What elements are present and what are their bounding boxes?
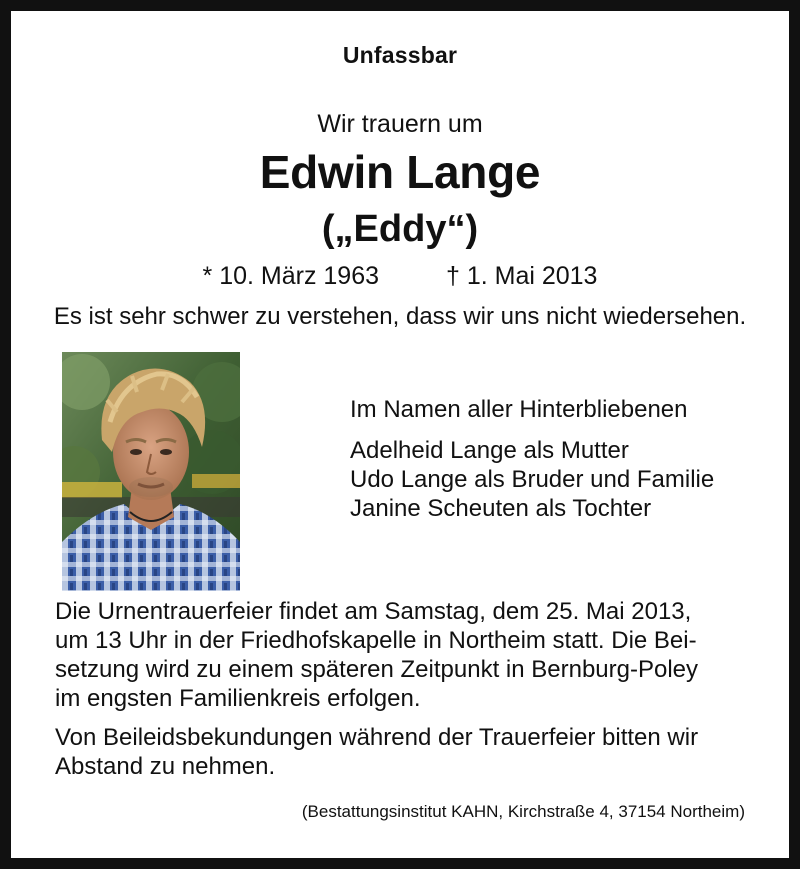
birth-date: * 10. März 1963 bbox=[202, 262, 380, 290]
survivors-intro: Im Namen aller Hinterbliebenen bbox=[350, 396, 688, 423]
ceremony-line: Die Urnentrauerfeier findet am Samstag, dem 25. Mai 2013, bbox=[55, 598, 692, 625]
funeral-home-info: (Bestattungsinstitut KAHN, Kirchstraße 4, 37154 Northeim) bbox=[301, 802, 745, 821]
ceremony-line: im engsten Familienkreis erfolgen. bbox=[55, 685, 421, 712]
survivor-line: Janine Scheuten als Tochter bbox=[350, 495, 652, 522]
death-date: † 1. Mai 2013 bbox=[445, 262, 598, 290]
deceased-name: Edwin Lange bbox=[259, 146, 541, 198]
condolence-line: Von Beileidsbekundungen während der Trauerfeier bitten wir bbox=[55, 724, 699, 751]
mourning-intro: Wir trauern um bbox=[317, 110, 483, 138]
ceremony-line: setzung wird zu einem späteren Zeitpunkt in Bernburg-Poley bbox=[55, 656, 699, 683]
survivor-line: Udo Lange als Bruder und Familie bbox=[350, 466, 715, 493]
survivor-line: Adelheid Lange als Mutter bbox=[350, 437, 629, 464]
deceased-nickname: („Eddy“) bbox=[321, 208, 479, 250]
survivors-block bbox=[350, 395, 714, 523]
ceremony-details bbox=[55, 597, 755, 781]
life-dates bbox=[0, 262, 800, 291]
condolence-line: Abstand zu nehmen. bbox=[55, 753, 276, 780]
ceremony-line: um 13 Uhr in der Friedhofskapelle in Northeim statt. Die Bei- bbox=[55, 627, 697, 654]
condolence-paragraph bbox=[55, 723, 755, 781]
headline: Unfassbar bbox=[342, 42, 458, 68]
memorial-quote: Es ist sehr schwer zu verstehen, dass wir uns nicht wiedersehen. bbox=[53, 303, 747, 330]
ceremony-paragraph bbox=[55, 597, 755, 713]
portrait-photo bbox=[62, 352, 240, 591]
